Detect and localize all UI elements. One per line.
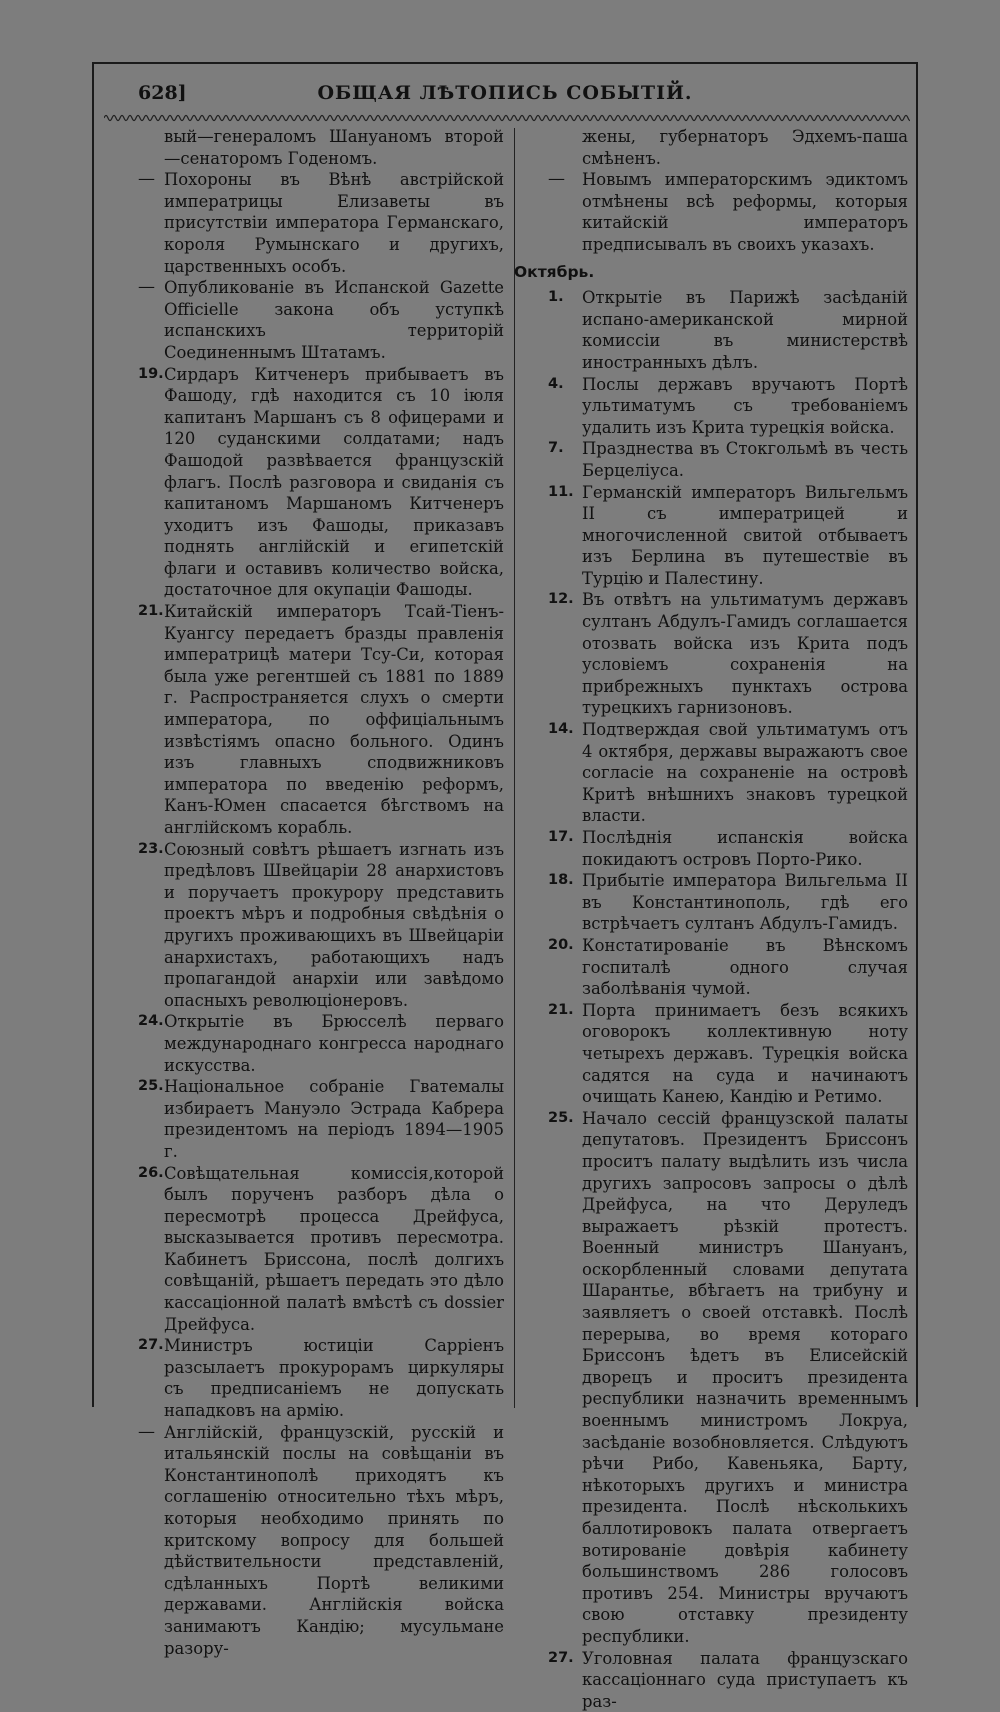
entry-date: 21. (548, 1001, 574, 1018)
entry-text: Англійскій, французскій, русскій и итальянскій послы на совѣщаніи въ Константинополѣ приходятъ къ соглашенію относительно тѣхъ мѣръ, которыя необходимо принять по критскому вопросу для большей дѣйствительности представленій, сдѣланныхъ Портѣ великими державами. Англійскія войска занимаютъ Кандію; мусульмане разору- (164, 1422, 504, 1658)
entry-text: Министръ юстиціи Сарріенъ разсылаетъ прокурорамъ циркуляры съ предписаніемъ не допускать нападковъ на армію. (164, 1336, 504, 1421)
chronicle-entry (522, 719, 908, 827)
chronicle-entry (522, 374, 908, 439)
chronicle-entry (138, 1163, 504, 1336)
entry-date: 7. (548, 440, 564, 457)
entry-date: — (138, 169, 155, 190)
entry-text: Подтверждая свой ультиматумъ отъ 4 октября, державы выражаютъ свое согласіе на сохраненіе на островѣ Критѣ внѣшнихъ знаковъ турецкой власти. (582, 720, 908, 826)
chronicle-entry (138, 601, 504, 839)
chronicle-entry (522, 287, 908, 373)
chronicle-entry (138, 1335, 504, 1421)
entry-date: 24. (138, 1013, 164, 1030)
entry-date: 21. (138, 603, 164, 620)
chronicle-entry (522, 827, 908, 870)
entry-text: Начало сессій французской палаты депутатовъ. Президентъ Бриссонъ проситъ палату выдѣлить изъ числа другихъ запросовъ запросы о дѣлѣ Дрейфуса, на что Деруледъ выражаетъ рѣзкій протестъ. Военный министръ Шануанъ, оскорбленный словами депутата Шарантье, вбѣгаетъ на трибуну и заявляетъ о своей отставкѣ. Послѣ перерыва, во время котораго Бриссонъ ѣдетъ въ Елисейскій дворецъ и проситъ президента республики назначить временнымъ военнымъ министромъ Локруа, засѣданіе возобновляется. Слѣдуютъ рѣчи Рибо, Кавеньяка, Барту, нѣкоторыхъ другихъ и министра президента. Послѣ нѣсколькихъ баллотировокъ палата отвергаетъ вотированіе довѣрія кабинету большинствомъ 286 голосовъ противъ 254. Министры вручаютъ свою отставку президенту республики. (582, 1108, 908, 1646)
entry-text: Послы державъ вручаютъ Портѣ ультиматумъ съ требованіемъ удалить изъ Крита турецкія войска. (582, 374, 908, 437)
entry-date: 25. (548, 1109, 574, 1126)
chronicle-entry (138, 126, 504, 169)
entry-text: Уголовная палата французскаго кассаціоннаго суда приступаетъ къ раз- (582, 1648, 908, 1711)
chronicle-entry (138, 1076, 504, 1162)
chronicle-entry (522, 1648, 908, 1712)
entry-text: вый—генераломъ Шануаномъ второй—сенаторомъ Годеномъ. (164, 127, 504, 168)
chronicle-entry (522, 1000, 908, 1108)
entry-date: 25. (138, 1078, 164, 1095)
entry-text: Въ отвѣтъ на ультиматумъ державъ султанъ Абдулъ-Гамидъ соглашается отозвать войска изъ Крита подъ условіемъ сохраненія на прибрежныхъ пунктахъ острова турецкихъ гарнизоновъ. (582, 590, 908, 718)
entry-date: 19. (138, 365, 164, 382)
chronicle-entry (522, 438, 908, 481)
chronicle-entry (522, 126, 908, 169)
column-divider (514, 128, 515, 1408)
entry-text: Національное собраніе Гватемалы избираетъ Мануэло Эстрада Кабрера президентомъ на періодъ 1894—1905 г. (164, 1077, 504, 1161)
entry-date: — (138, 277, 155, 298)
entry-text: Совѣщательная комиссія,которой былъ порученъ разборъ дѣла о пересмотрѣ процесса Дрейфуса, высказывается противъ пересмотра. Кабинетъ Бриссона, послѣ долгихъ совѣщаній, рѣшаетъ передать это дѣло кассаціонной палатѣ вмѣстѣ съ dossier Дрейфуса. (164, 1163, 504, 1334)
entry-date: 26. (138, 1164, 164, 1181)
entry-text: Порта принимаетъ безъ всякихъ оговорокъ коллективную ноту четырехъ державъ. Турецкія войска садятся на суда и начинаютъ очищать Канею, Кандію и Ретимо. (582, 1000, 908, 1107)
entry-text: Сирдаръ Китченеръ прибываетъ въ Фашоду, гдѣ находится съ 10 іюля капитанъ Маршанъ съ 8 офицерами и 120 суданскими солдатами; надъ Фашодой развѣвается французскій флагъ. Послѣ разговора и свиданія съ капитаномъ Маршаномъ Китченеръ уходитъ изъ Фашоды, приказавъ поднять англійскій и египетскій флаги и оставивъ количество войска, достаточное для окупаціи Фашоды. (164, 364, 504, 600)
entry-text: Похороны въ Вѣнѣ австрійской императрицы Елизаветы въ присутствіи императора Германскаго, короля Румынскаго и другихъ, царственныхъ особъ. (164, 170, 504, 276)
entry-date: 27. (138, 1337, 164, 1354)
right-column-continuation (522, 126, 908, 256)
entry-text: Послѣднія испанскія войска покидаютъ островъ Порто-Рико. (582, 828, 908, 869)
right-column (514, 126, 908, 1712)
chronicle-entry (138, 277, 504, 363)
entry-date: 14. (548, 721, 574, 738)
entry-date: 12. (548, 591, 574, 608)
chronicle-entry (522, 482, 908, 590)
decorative-wave-rule (104, 112, 910, 124)
entry-text: Прибытіе императора Вильгельма II въ Константинополь, гдѣ его встрѣчаетъ султанъ Абдулъ-Гамидъ. (582, 871, 908, 934)
entry-text: Констатированіе въ Вѣнскомъ госпиталѣ одного случая заболѣванія чумой. (582, 935, 908, 999)
entry-text: Китайскій императоръ Тсай-Тіенъ-Куангсу передаетъ бразды правленія императрицѣ матери Тсу-Си, которая была уже регентшей съ 1881 по 1889 г. Распространяется слухъ о смерти императора, по оффиціальнымъ извѣстіямъ опасно больного. Одинъ изъ главныхъ сподвижниковъ императора по введенію реформъ, Канъ-Юмен спасается бѣгствомъ на англійскомъ корабль. (164, 602, 504, 837)
entry-date: 17. (548, 829, 574, 845)
entry-date: 20. (548, 936, 574, 953)
chronicle-entry (522, 1108, 908, 1648)
chronicle-entry (522, 870, 908, 935)
entry-date: — (138, 1421, 155, 1442)
chronicle-entry (138, 169, 504, 277)
chronicle-entry (138, 1422, 504, 1660)
chronicle-entry (522, 935, 908, 1000)
entry-text: Германскій императоръ Вильгельмъ II съ императрицей и многочисленной свитой отбываетъ изъ Берлина въ путешествіе въ Турцію и Палестину. (582, 482, 908, 588)
page-title: ОБЩАЯ ЛѢТОПИСЬ СОБЫТІЙ. (317, 82, 693, 104)
entry-date: 1. (548, 289, 564, 306)
entry-text: Празднества въ Стокгольмѣ въ честь Берцеліуса. (582, 439, 908, 480)
entry-text: Опубликованіе въ Испанской Gazette Officielle закона объ уступкѣ испанскихъ территорій Соединеннымъ Штатамъ. (164, 278, 504, 362)
entry-text: Новымъ императорскимъ эдиктомъ отмѣнены всѣ реформы, которыя китайскій императоръ предписывалъ въ своихъ указахъ. (582, 170, 908, 254)
chronicle-entry (522, 589, 908, 719)
page-header (94, 78, 916, 108)
entry-text: Открытіе въ Парижѣ засѣданій испано-американской мирной комиссіи въ министерствѣ иностранныхъ дѣлъ. (582, 288, 908, 372)
entry-date: 4. (548, 375, 564, 392)
page-number: 628] (138, 82, 187, 104)
entry-date: — (548, 169, 565, 190)
entry-date: 23. (138, 840, 164, 857)
chronicle-entry (138, 1011, 504, 1076)
october-entries (522, 287, 908, 1712)
chronicle-entry (138, 839, 504, 1012)
entry-date: 11. (548, 483, 574, 500)
page (92, 62, 918, 1711)
entry-text: жены, губернаторъ Эдхемъ-паша смѣненъ. (582, 127, 908, 168)
entry-text: Союзный совѣтъ рѣшаетъ изгнать изъ предѣловъ Швейцаріи 28 анархистовъ и поручаетъ прокурору представить проектъ мѣръ и подробныя свѣдѣнія о другихъ проживающихъ въ Швейцаріи анархистахъ, работающихъ надъ пропагандой анархіи или завѣдомо опасныхъ революціонеровъ. (164, 839, 504, 1010)
entry-date: 18. (548, 872, 574, 889)
chronicle-entry (138, 364, 504, 602)
month-heading: Октябрь. (514, 262, 595, 281)
entry-text: Открытіе въ Брюсселѣ перваго международнаго конгресса народнаго искусства. (164, 1012, 504, 1075)
left-column (138, 126, 504, 1659)
chronicle-entry (522, 169, 908, 255)
entry-date: 27. (548, 1649, 574, 1666)
